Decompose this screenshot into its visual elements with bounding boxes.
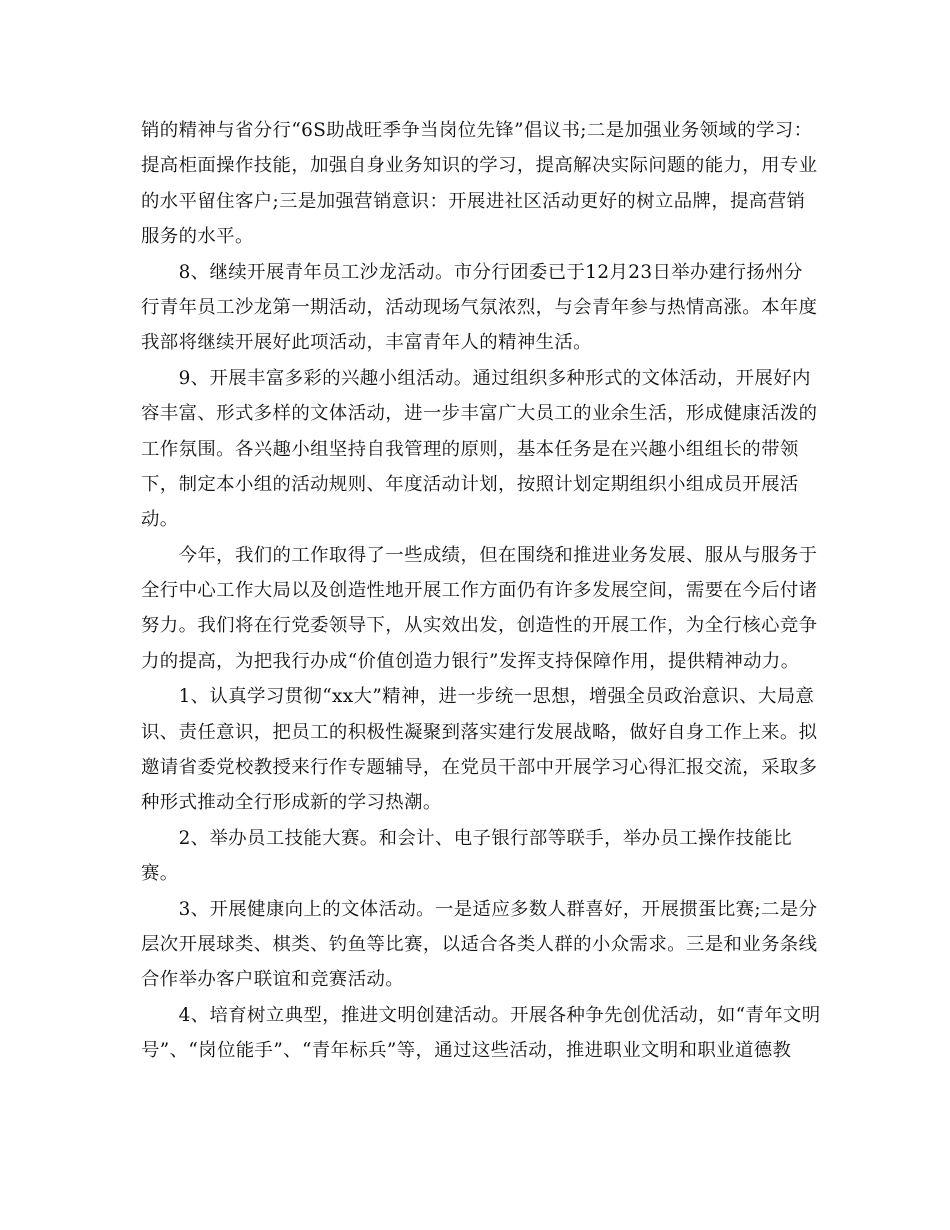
text-line: 销的精神与省分行“6S助战旺季争当岗位先锋”倡议书;二是加强业务领域的学习： — [141, 120, 813, 141]
text-line: 全行中心工作大局以及创造性地开展工作方面仍有许多发展空间，需要在今后付诸 — [141, 580, 818, 602]
text-line: 的水平留住客户;三是加强营销意识：开展进社区活动更好的树立品牌，提高营销 — [141, 190, 806, 212]
text-line: 邀请省委党校教授来行作专题辅导，在党员干部中开展学习心得汇报交流，采取多 — [141, 757, 818, 779]
text-line: 赛。 — [141, 863, 179, 885]
text-line: 号”、“岗位能手”、“青年标兵”等，通过这些活动，推进职业文明和职业道德教 — [141, 1040, 792, 1062]
text-line: 9、开展丰富多彩的兴趣小组活动。通过组织多种形式的文体活动，开展好内 — [141, 367, 811, 389]
text-line: 4、培育树立典型，推进文明创建活动。开展各种争先创优活动，如“青年文明 — [141, 1004, 821, 1026]
text-line: 力的提高，为把我行办成“价值创造力银行”发挥支持保障作用，提供精神动力。 — [141, 650, 800, 672]
text-line: 2、举办员工技能大赛。和会计、电子银行部等联手，举办员工操作技能比 — [141, 827, 792, 849]
text-line: 容丰富、形式多样的文体活动，进一步丰富广大员工的业余生活，形成健康活泼的 — [141, 403, 818, 425]
text-line: 3、开展健康向上的文体活动。一是适应多数人群喜好，开展掼蛋比赛;二是分 — [141, 898, 818, 920]
text-line: 下，制定本小组的活动规则、年度活动计划，按照计划定期组织小组成员开展活 — [141, 473, 799, 495]
text-line: 动。 — [141, 509, 179, 531]
text-line: 我部将继续开展好此项活动，丰富青年人的精神生活。 — [141, 332, 592, 354]
text-line: 服务的水平。 — [141, 226, 254, 248]
text-line: 今年，我们的工作取得了一些成绩，但在围绕和推进业务发展、服从与服务于 — [141, 544, 818, 566]
document-body — [141, 113, 821, 1069]
text-line: 合作举办客户联谊和竞赛活动。 — [141, 969, 405, 991]
text-line: 1、认真学习贯彻“xx大”精神，进一步统一思想，增强全员政治意识、大局意 — [141, 686, 815, 708]
text-line: 层次开展球类、棋类、钓鱼等比赛，以适合各类人群的小众需求。三是和业务条线 — [141, 933, 818, 955]
text-line: 努力。我们将在行党委领导下，从实效出发，创造性的开展工作，为全行核心竞争 — [141, 615, 818, 637]
text-line: 工作氛围。各兴趣小组坚持自我管理的原则，基本任务是在兴趣小组组长的带领 — [141, 438, 799, 460]
text-line: 8、继续开展青年员工沙龙活动。市分行团委已于12月23日举办建行扬州分 — [141, 261, 803, 283]
text-line: 识、责任意识，把员工的积极性凝聚到落实建行发展战略，做好自身工作上来。拟 — [141, 721, 818, 743]
text-line: 提高柜面操作技能，加强自身业务知识的学习，提高解决实际问题的能力，用专业 — [141, 155, 818, 177]
text-line: 行青年员工沙龙第一期活动，活动现场气氛浓烈，与会青年参与热情高涨。本年度 — [141, 296, 818, 318]
text-line: 种形式推动全行形成新的学习热潮。 — [141, 792, 442, 814]
